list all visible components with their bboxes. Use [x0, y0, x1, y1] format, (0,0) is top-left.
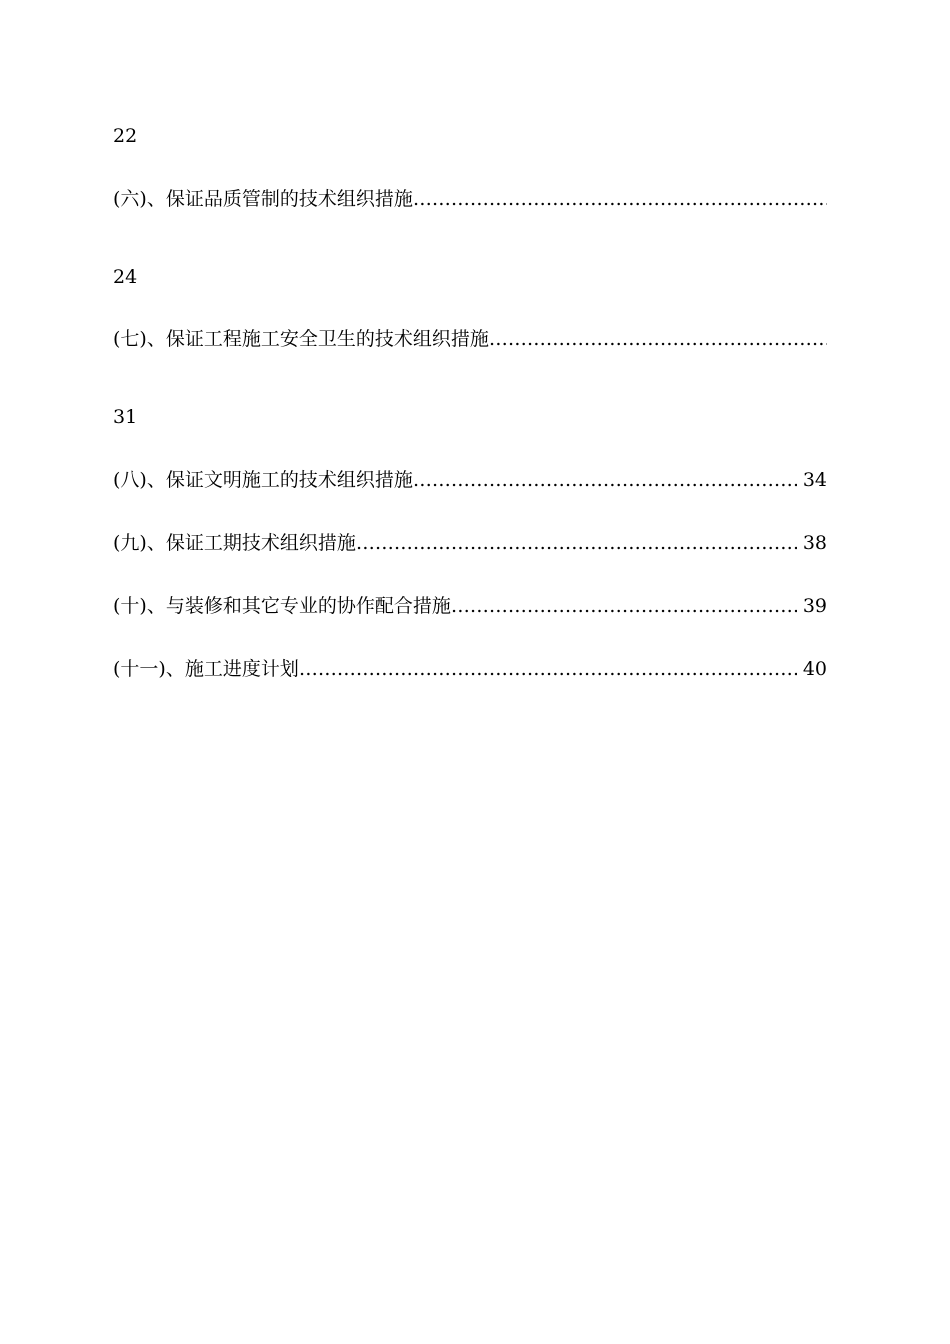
toc-page-number: 22 — [113, 125, 138, 147]
toc-entry-title: (十一)、施工进度计划 — [113, 658, 299, 680]
toc-entry[interactable] — [113, 324, 827, 354]
toc-entry-title: (六)、保证品质管制的技术组织措施 — [113, 188, 413, 210]
toc-entry-page: 38 — [802, 532, 827, 554]
toc-entry-page: 39 — [802, 595, 827, 617]
toc-dot-leader — [413, 465, 797, 495]
toc-page-number-line — [113, 262, 827, 292]
toc-page-number: 24 — [113, 266, 138, 288]
toc-entry[interactable] — [113, 465, 827, 495]
toc-entry-title: (七)、保证工程施工安全卫生的技术组织措施 — [113, 328, 489, 350]
toc-entry-title: (九)、保证工期技术组织措施 — [113, 532, 356, 554]
toc-page-number-line — [113, 402, 827, 432]
toc-entry-page: 40 — [802, 658, 827, 680]
toc-dot-leader — [356, 528, 797, 558]
toc-dot-leader — [489, 324, 827, 354]
toc-entry[interactable] — [113, 184, 827, 214]
toc-page-number-line — [113, 121, 827, 151]
toc-dot-leader — [299, 654, 797, 684]
toc-entry-title: (八)、保证文明施工的技术组织措施 — [113, 469, 413, 491]
toc-entry-page: 34 — [802, 469, 827, 491]
toc-page-number: 31 — [113, 406, 138, 428]
toc-entry[interactable] — [113, 654, 827, 684]
toc-dot-leader — [451, 591, 797, 621]
toc-dot-leader — [413, 184, 827, 214]
toc-entry-title: (十)、与装修和其它专业的协作配合措施 — [113, 595, 451, 617]
toc-entry[interactable] — [113, 528, 827, 558]
toc-entry[interactable] — [113, 591, 827, 621]
